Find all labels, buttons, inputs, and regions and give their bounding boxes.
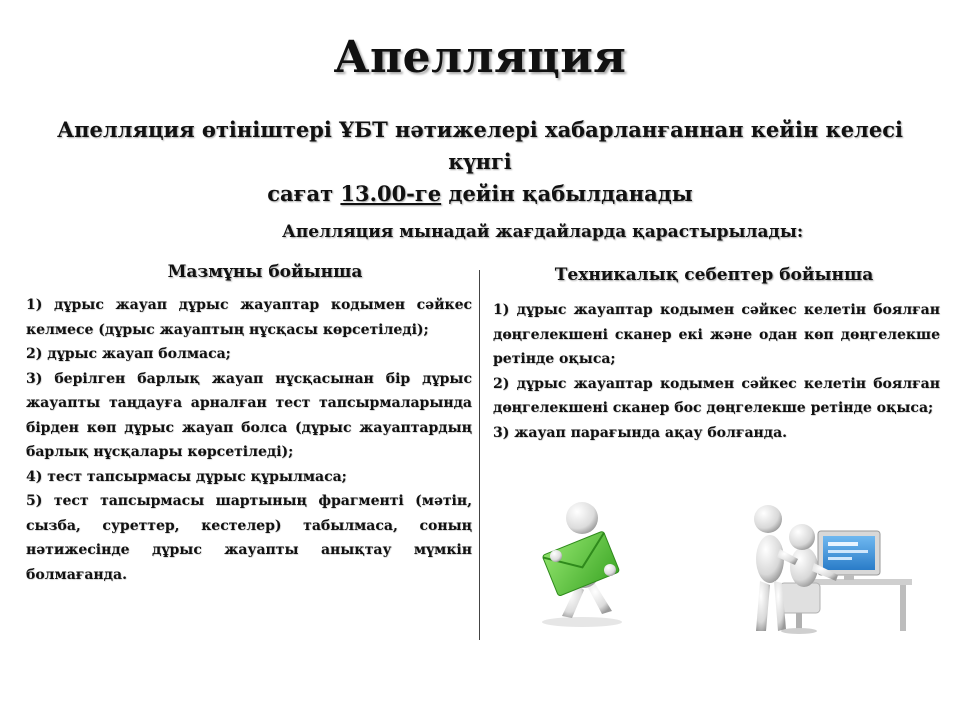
subtitle-line-1: Апелляция өтініштері ҰБТ нәтижелері хабарланғаннан кейін келесі күнгі	[57, 117, 903, 174]
list-item: 2) дұрыс жауаптар кодымен сәйкес келетін боялған дөңгелекшені сканер бос дөңгелекше ретінде оқыса;	[493, 375, 940, 416]
subtitle-line-2-after: дейін қабылданады	[441, 181, 693, 206]
subtitle-deadline: 13.00-ге	[340, 181, 442, 206]
list-item: 3) берілген барлық жауап нұсқасынан бір дұрыс жауапты таңдауға арналған тест тапсырмаларында бірден көп дұрыс жауап болса (дұрыс жауаптардың барлық нұсқалары көрсетіледі);	[26, 370, 472, 460]
right-column-heading: Техникалық себептер бойынша	[554, 265, 874, 285]
list-item: 3) жауап парағында ақау болғанда.	[493, 424, 788, 441]
list-item: 1) дұрыс жауап дұрыс жауаптар кодымен сәйкес келмесе (дұрыс жауаптың нұсқасы көрсетіледі);	[26, 297, 472, 338]
subtitle-line-2	[40, 178, 920, 210]
left-column-list	[26, 293, 472, 587]
list-item: 4) тест тапсырмасы дұрыс құрылмаса;	[26, 468, 347, 485]
person-carrying-envelope-icon	[522, 498, 652, 628]
right-column-list	[493, 298, 940, 445]
left-column-heading: Мазмұны бойынша	[167, 262, 363, 282]
subtitle-line-2-before: сағат	[267, 181, 341, 206]
list-item: 5) тест тапсырмасы шартының фрагменті (мәтін, сызба, суреттер, кестелер) табылмаса, соның нәтижесінде дұрыс жауапты анықтау мүмкін болмағанда.	[26, 493, 472, 583]
list-item: 2) дұрыс жауап болмаса;	[26, 346, 231, 362]
lead-text: Апелляция мынадай жағдайларда қарастырылады:	[282, 222, 804, 242]
page-title: Апелляция	[333, 32, 627, 83]
list-item: 1) дұрыс жауаптар кодымен сәйкес келетін боялған дөңгелекшені сканер екі және одан көп дөңгелекше ретінде оқыса;	[493, 302, 940, 367]
people-at-computer-icon	[740, 497, 915, 637]
subtitle	[40, 114, 920, 210]
column-divider	[479, 270, 480, 640]
